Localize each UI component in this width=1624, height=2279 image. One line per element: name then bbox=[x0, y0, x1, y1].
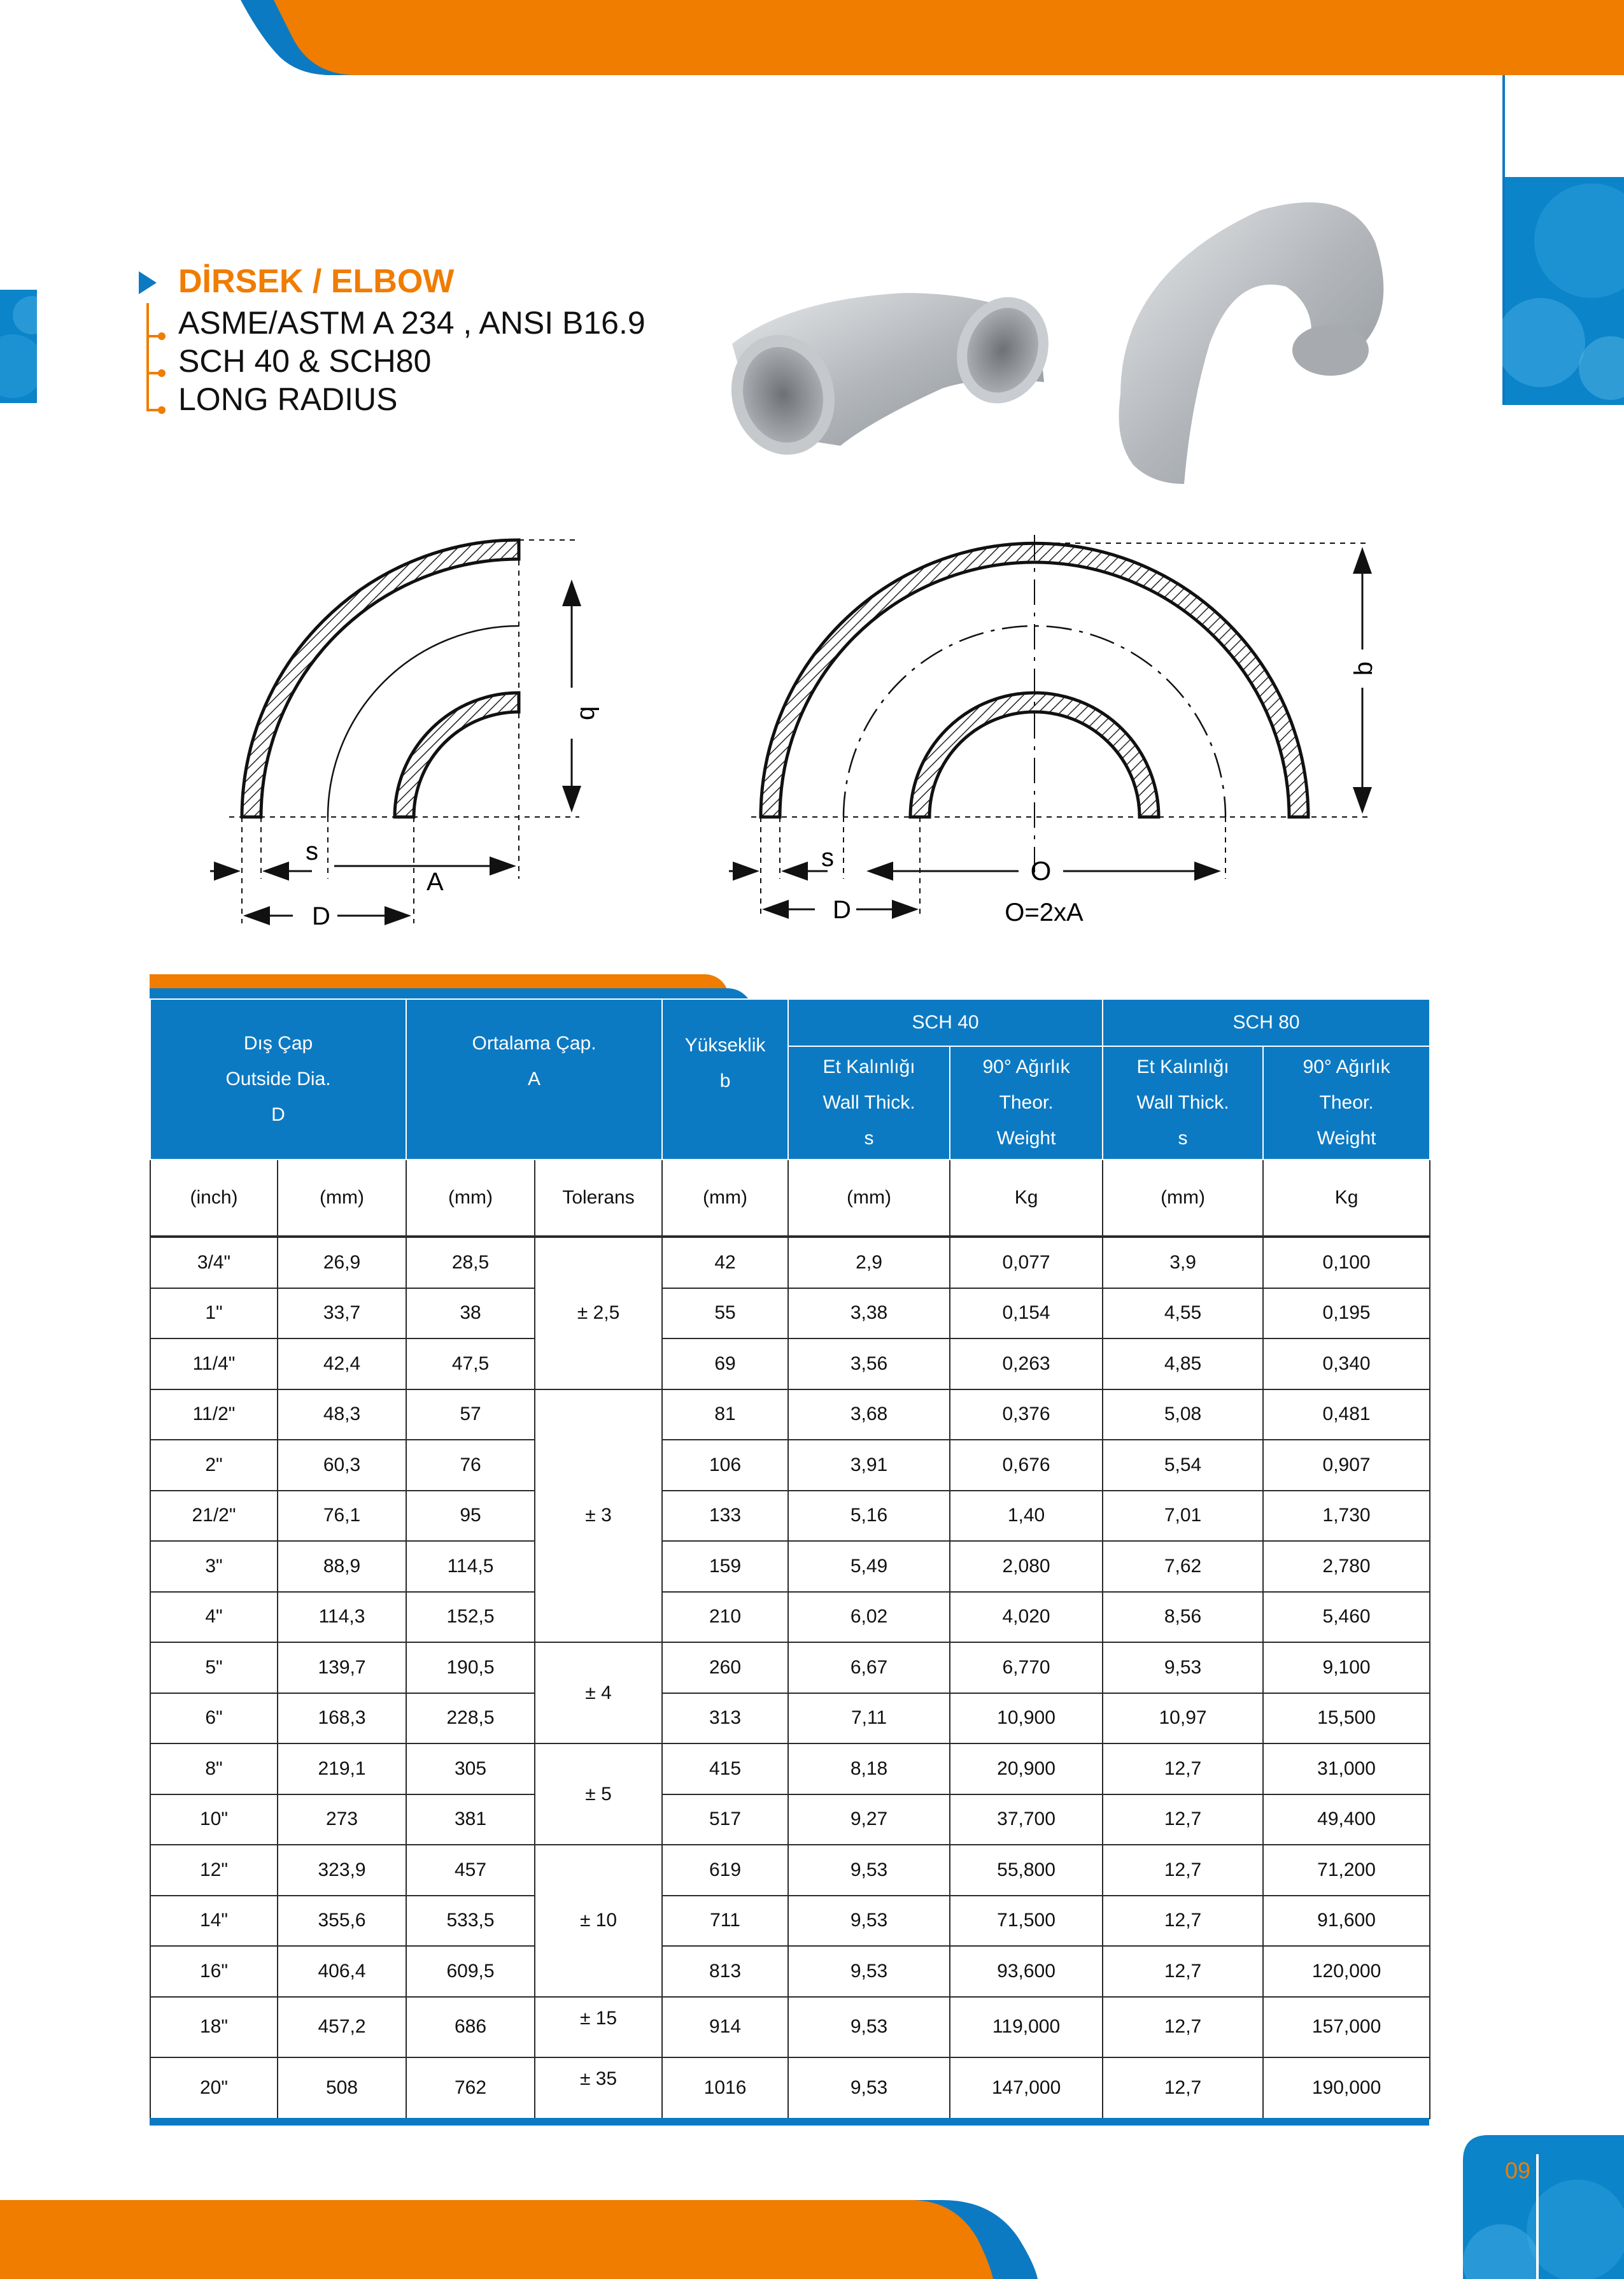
cell-mean-dia-mm: 57 bbox=[406, 1389, 535, 1440]
cell-size-inch: 10" bbox=[150, 1794, 278, 1845]
header-height-label: Yükseklik bbox=[684, 1035, 766, 1056]
cell-sch40-weight: 93,600 bbox=[950, 1946, 1103, 1997]
spec-line-schedule: SCH 40 & SCH80 bbox=[178, 343, 432, 379]
table-row bbox=[150, 1693, 1430, 1744]
cell-size-inch: 5" bbox=[150, 1642, 278, 1693]
cell-sch40-wall: 5,49 bbox=[788, 1541, 950, 1592]
cell-sch80-wall: 12,7 bbox=[1103, 1845, 1263, 1896]
cell-sch40-wall: 3,68 bbox=[788, 1389, 950, 1440]
dimension-diagram bbox=[191, 522, 1401, 936]
spec-line-radius: LONG RADIUS bbox=[178, 381, 398, 417]
cell-sch80-wall: 7,01 bbox=[1103, 1491, 1263, 1542]
cell-sch80-wall: 12,7 bbox=[1103, 1743, 1263, 1794]
cell-mean-dia-mm: 381 bbox=[406, 1794, 535, 1845]
elbow-90-drawing bbox=[210, 540, 579, 923]
label-d-right: D bbox=[833, 896, 851, 924]
cell-height-mm: 813 bbox=[662, 1946, 788, 1997]
cell-height-mm: 159 bbox=[662, 1541, 788, 1592]
header-height bbox=[662, 999, 788, 1160]
cell-sch80-weight: 31,000 bbox=[1263, 1743, 1430, 1794]
cell-outside-dia-mm: 139,7 bbox=[278, 1642, 406, 1693]
cell-mean-dia-mm: 114,5 bbox=[406, 1541, 535, 1592]
cell-mean-dia-mm: 533,5 bbox=[406, 1896, 535, 1947]
cell-sch80-wall: 12,7 bbox=[1103, 2057, 1263, 2119]
label-b-left: b bbox=[575, 706, 603, 721]
cell-sch40-weight: 0,077 bbox=[950, 1237, 1103, 1288]
header-sch40-wall: Et Kalınlığı Wall Thick. s bbox=[788, 1046, 950, 1160]
cell-size-inch: 11/2" bbox=[150, 1389, 278, 1440]
right-decorative-tab bbox=[1502, 75, 1624, 405]
table-row bbox=[150, 1338, 1430, 1389]
cell-sch40-wall: 9,27 bbox=[788, 1794, 950, 1845]
elbow-product-photo bbox=[713, 191, 1464, 497]
cell-sch40-wall: 9,53 bbox=[788, 1997, 950, 2058]
cell-height-mm: 42 bbox=[662, 1237, 788, 1288]
cell-height-mm: 260 bbox=[662, 1642, 788, 1693]
cell-mean-dia-mm: 38 bbox=[406, 1288, 535, 1339]
cell-mean-dia-mm: 76 bbox=[406, 1440, 535, 1491]
cell-outside-dia-mm: 42,4 bbox=[278, 1338, 406, 1389]
cell-mean-dia-mm: 457 bbox=[406, 1845, 535, 1896]
cell-tolerance: ± 3 bbox=[535, 1389, 662, 1643]
top-decorative-band bbox=[0, 0, 1624, 75]
header-sch40-weight: 90° Ağırlık Theor. Weight bbox=[950, 1046, 1103, 1160]
units-row bbox=[150, 1160, 1430, 1236]
cell-sch80-weight: 120,000 bbox=[1263, 1946, 1430, 1997]
table-row bbox=[150, 1896, 1430, 1947]
cell-sch80-wall: 9,53 bbox=[1103, 1642, 1263, 1693]
cell-mean-dia-mm: 152,5 bbox=[406, 1592, 535, 1643]
cell-size-inch: 18" bbox=[150, 1997, 278, 2058]
cell-sch40-weight: 1,40 bbox=[950, 1491, 1103, 1542]
cell-size-inch: 1" bbox=[150, 1288, 278, 1339]
cell-sch40-weight: 0,676 bbox=[950, 1440, 1103, 1491]
cell-size-inch: 3" bbox=[150, 1541, 278, 1592]
cell-sch80-weight: 0,481 bbox=[1263, 1389, 1430, 1440]
cell-tolerance: ± 10 bbox=[535, 1845, 662, 1997]
cell-outside-dia-mm: 88,9 bbox=[278, 1541, 406, 1592]
cell-mean-dia-mm: 609,5 bbox=[406, 1946, 535, 1997]
cell-sch40-wall: 6,67 bbox=[788, 1642, 950, 1693]
table-row bbox=[150, 1491, 1430, 1542]
cell-sch80-weight: 5,460 bbox=[1263, 1592, 1430, 1643]
cell-sch40-weight: 119,000 bbox=[950, 1997, 1103, 2058]
cell-sch40-weight: 6,770 bbox=[950, 1642, 1103, 1693]
cell-sch40-weight: 0,263 bbox=[950, 1338, 1103, 1389]
cell-outside-dia-mm: 457,2 bbox=[278, 1997, 406, 2058]
unit-cell: (mm) bbox=[278, 1160, 406, 1236]
header-height-symbol: b bbox=[719, 1070, 731, 1091]
unit-cell: (mm) bbox=[662, 1160, 788, 1236]
cell-height-mm: 619 bbox=[662, 1845, 788, 1896]
cell-outside-dia-mm: 355,6 bbox=[278, 1896, 406, 1947]
left-decorative-tab bbox=[0, 290, 37, 403]
table-row bbox=[150, 1288, 1430, 1339]
cell-outside-dia-mm: 114,3 bbox=[278, 1592, 406, 1643]
header-mean-dia bbox=[406, 999, 662, 1160]
page-corner-tab bbox=[1463, 2135, 1624, 2279]
cell-sch80-weight: 190,000 bbox=[1263, 2057, 1430, 2119]
bullet-arrow-icon bbox=[139, 271, 158, 294]
header-outside-dia bbox=[150, 999, 406, 1160]
label-s-right: s bbox=[821, 844, 834, 872]
cell-sch40-wall: 2,9 bbox=[788, 1237, 950, 1288]
cell-tolerance: ± 15 bbox=[535, 1997, 662, 2058]
cell-sch80-weight: 157,000 bbox=[1263, 1997, 1430, 2058]
cell-height-mm: 313 bbox=[662, 1693, 788, 1744]
cell-outside-dia-mm: 48,3 bbox=[278, 1389, 406, 1440]
cell-sch40-weight: 20,900 bbox=[950, 1743, 1103, 1794]
table-body bbox=[150, 1237, 1430, 2119]
cell-sch80-weight: 15,500 bbox=[1263, 1693, 1430, 1744]
cell-sch80-wall: 10,97 bbox=[1103, 1693, 1263, 1744]
cell-sch40-wall: 9,53 bbox=[788, 1845, 950, 1896]
table-row bbox=[150, 1389, 1430, 1440]
cell-height-mm: 106 bbox=[662, 1440, 788, 1491]
cell-sch40-wall: 3,56 bbox=[788, 1338, 950, 1389]
header-sch80: SCH 80 bbox=[1103, 999, 1430, 1046]
header-sch80-wall: Et Kalınlığı Wall Thick. s bbox=[1103, 1046, 1263, 1160]
label-d-left: D bbox=[312, 902, 330, 930]
cell-outside-dia-mm: 273 bbox=[278, 1794, 406, 1845]
cell-size-inch: 11/4" bbox=[150, 1338, 278, 1389]
label-a: A bbox=[427, 868, 444, 896]
header-outside-dia-tr: Dış Çap bbox=[243, 1033, 313, 1054]
cell-sch80-wall: 12,7 bbox=[1103, 1896, 1263, 1947]
cell-size-inch: 2" bbox=[150, 1440, 278, 1491]
cell-height-mm: 415 bbox=[662, 1743, 788, 1794]
cell-outside-dia-mm: 508 bbox=[278, 2057, 406, 2119]
table-row bbox=[150, 1997, 1430, 2058]
cell-outside-dia-mm: 219,1 bbox=[278, 1743, 406, 1794]
label-o: O bbox=[1030, 856, 1052, 886]
label-b-right: b bbox=[1350, 661, 1378, 676]
cell-sch80-weight: 1,730 bbox=[1263, 1491, 1430, 1542]
cell-sch80-wall: 12,7 bbox=[1103, 1794, 1263, 1845]
cell-sch40-weight: 10,900 bbox=[950, 1693, 1103, 1744]
cell-sch80-wall: 4,55 bbox=[1103, 1288, 1263, 1339]
table-row bbox=[150, 1440, 1430, 1491]
tree-connector-icon bbox=[145, 303, 171, 428]
cell-sch40-wall: 9,53 bbox=[788, 1896, 950, 1947]
cell-mean-dia-mm: 762 bbox=[406, 2057, 535, 2119]
cell-size-inch: 21/2" bbox=[150, 1491, 278, 1542]
cell-sch40-wall: 6,02 bbox=[788, 1592, 950, 1643]
cell-mean-dia-mm: 305 bbox=[406, 1743, 535, 1794]
cell-size-inch: 8" bbox=[150, 1743, 278, 1794]
unit-cell: Tolerans bbox=[535, 1160, 662, 1236]
cell-size-inch: 16" bbox=[150, 1946, 278, 1997]
cell-size-inch: 20" bbox=[150, 2057, 278, 2119]
cell-sch80-weight: 91,600 bbox=[1263, 1896, 1430, 1947]
cell-sch40-weight: 4,020 bbox=[950, 1592, 1103, 1643]
cell-sch80-wall: 12,7 bbox=[1103, 1997, 1263, 2058]
unit-cell: (mm) bbox=[1103, 1160, 1263, 1236]
cell-sch80-weight: 0,195 bbox=[1263, 1288, 1430, 1339]
cell-size-inch: 3/4" bbox=[150, 1237, 278, 1288]
spec-line-standard: ASME/ASTM A 234 , ANSI B16.9 bbox=[178, 305, 646, 341]
cell-tolerance: ± 4 bbox=[535, 1642, 662, 1743]
cell-sch80-weight: 0,907 bbox=[1263, 1440, 1430, 1491]
cell-outside-dia-mm: 168,3 bbox=[278, 1693, 406, 1744]
cell-sch80-wall: 7,62 bbox=[1103, 1541, 1263, 1592]
cell-sch40-wall: 8,18 bbox=[788, 1743, 950, 1794]
formula-o-equals-2a: O=2xA bbox=[1005, 898, 1084, 927]
table-bottom-bar bbox=[150, 2118, 1429, 2126]
table-row bbox=[150, 1642, 1430, 1693]
cell-tolerance: ± 2,5 bbox=[535, 1237, 662, 1389]
unit-cell: (mm) bbox=[406, 1160, 535, 1236]
cell-sch80-weight: 49,400 bbox=[1263, 1794, 1430, 1845]
cell-outside-dia-mm: 406,4 bbox=[278, 1946, 406, 1997]
page-number: 09 bbox=[1504, 2157, 1531, 2183]
cell-sch80-weight: 71,200 bbox=[1263, 1845, 1430, 1896]
unit-cell: (mm) bbox=[788, 1160, 950, 1236]
cell-height-mm: 81 bbox=[662, 1389, 788, 1440]
unit-cell: Kg bbox=[950, 1160, 1103, 1236]
table-row bbox=[150, 2057, 1430, 2119]
product-title: DİRSEK / ELBOW bbox=[178, 263, 455, 300]
cell-sch80-weight: 9,100 bbox=[1263, 1642, 1430, 1693]
cell-sch40-weight: 0,376 bbox=[950, 1389, 1103, 1440]
table-row bbox=[150, 1237, 1430, 1288]
cell-outside-dia-mm: 323,9 bbox=[278, 1845, 406, 1896]
cell-sch80-wall: 3,9 bbox=[1103, 1237, 1263, 1288]
bottom-decorative-band bbox=[0, 2200, 1624, 2279]
cell-sch80-wall: 8,56 bbox=[1103, 1592, 1263, 1643]
cell-size-inch: 12" bbox=[150, 1845, 278, 1896]
cell-sch80-wall: 4,85 bbox=[1103, 1338, 1263, 1389]
elbow-dimension-table bbox=[150, 998, 1430, 2119]
cell-sch80-wall: 5,08 bbox=[1103, 1389, 1263, 1440]
header-outside-dia-symbol: D bbox=[271, 1104, 285, 1125]
cell-sch80-weight: 2,780 bbox=[1263, 1541, 1430, 1592]
header-mean-dia-symbol: A bbox=[528, 1069, 541, 1090]
table-row bbox=[150, 1541, 1430, 1592]
cell-height-mm: 517 bbox=[662, 1794, 788, 1845]
cell-sch40-wall: 3,38 bbox=[788, 1288, 950, 1339]
cell-size-inch: 6" bbox=[150, 1693, 278, 1744]
cell-mean-dia-mm: 95 bbox=[406, 1491, 535, 1542]
cell-sch80-weight: 0,100 bbox=[1263, 1237, 1430, 1288]
header-mean-dia-label: Ortalama Çap. bbox=[472, 1033, 597, 1054]
cell-sch40-wall: 9,53 bbox=[788, 2057, 950, 2119]
cell-sch80-wall: 5,54 bbox=[1103, 1440, 1263, 1491]
cell-height-mm: 1016 bbox=[662, 2057, 788, 2119]
table-row bbox=[150, 1794, 1430, 1845]
cell-height-mm: 914 bbox=[662, 1997, 788, 2058]
table-row bbox=[150, 1592, 1430, 1643]
table-row bbox=[150, 1946, 1430, 1997]
cell-sch40-wall: 9,53 bbox=[788, 1946, 950, 1997]
table-row bbox=[150, 1743, 1430, 1794]
cell-sch40-weight: 147,000 bbox=[950, 2057, 1103, 2119]
cell-outside-dia-mm: 76,1 bbox=[278, 1491, 406, 1542]
cell-sch40-wall: 3,91 bbox=[788, 1440, 950, 1491]
cell-sch80-wall: 12,7 bbox=[1103, 1946, 1263, 1997]
cell-height-mm: 55 bbox=[662, 1288, 788, 1339]
header-outside-dia-en: Outside Dia. bbox=[225, 1069, 331, 1090]
cell-outside-dia-mm: 33,7 bbox=[278, 1288, 406, 1339]
cell-height-mm: 711 bbox=[662, 1896, 788, 1947]
cell-height-mm: 69 bbox=[662, 1338, 788, 1389]
cell-sch40-weight: 2,080 bbox=[950, 1541, 1103, 1592]
unit-cell: Kg bbox=[1263, 1160, 1430, 1236]
cell-sch40-wall: 5,16 bbox=[788, 1491, 950, 1542]
cell-size-inch: 14" bbox=[150, 1896, 278, 1947]
cell-tolerance: ± 5 bbox=[535, 1743, 662, 1845]
label-s-left: s bbox=[306, 837, 318, 865]
header-sch80-weight: 90° Ağırlık Theor. Weight bbox=[1263, 1046, 1430, 1160]
cell-mean-dia-mm: 47,5 bbox=[406, 1338, 535, 1389]
cell-tolerance: ± 35 bbox=[535, 2057, 662, 2119]
cell-outside-dia-mm: 26,9 bbox=[278, 1237, 406, 1288]
cell-size-inch: 4" bbox=[150, 1592, 278, 1643]
cell-mean-dia-mm: 686 bbox=[406, 1997, 535, 2058]
cell-height-mm: 133 bbox=[662, 1491, 788, 1542]
cell-sch40-weight: 0,154 bbox=[950, 1288, 1103, 1339]
header-sch40: SCH 40 bbox=[788, 999, 1103, 1046]
cell-sch80-weight: 0,340 bbox=[1263, 1338, 1430, 1389]
cell-mean-dia-mm: 190,5 bbox=[406, 1642, 535, 1693]
table-row bbox=[150, 1845, 1430, 1896]
cell-mean-dia-mm: 228,5 bbox=[406, 1693, 535, 1744]
cell-height-mm: 210 bbox=[662, 1592, 788, 1643]
cell-sch40-weight: 71,500 bbox=[950, 1896, 1103, 1947]
cell-sch40-weight: 55,800 bbox=[950, 1845, 1103, 1896]
cell-outside-dia-mm: 60,3 bbox=[278, 1440, 406, 1491]
unit-cell: (inch) bbox=[150, 1160, 278, 1236]
cell-sch40-weight: 37,700 bbox=[950, 1794, 1103, 1845]
cell-sch40-wall: 7,11 bbox=[788, 1693, 950, 1744]
cell-mean-dia-mm: 28,5 bbox=[406, 1237, 535, 1288]
